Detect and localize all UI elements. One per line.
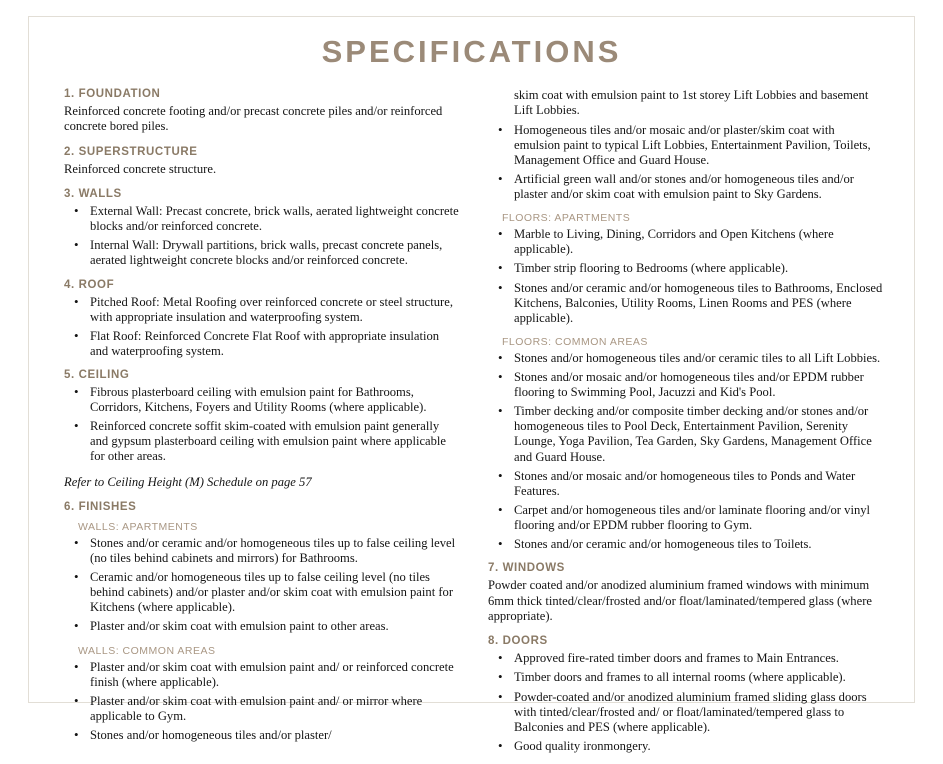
list-item: • Internal Wall: Drywall partitions, brick walls, precast concrete panels, aerated lightweight concrete blocks and/or reinforced concrete. bbox=[64, 238, 460, 268]
section-doors bbox=[488, 635, 884, 754]
list-item: • Pitched Roof: Metal Roofing over reinforced concrete or steel structure, with appropriate insulation and waterproofing system. bbox=[64, 295, 460, 325]
bullet-list bbox=[64, 385, 460, 465]
list-item: • Stones and/or mosaic and/or homogeneous tiles to Ponds and Water Features. bbox=[488, 469, 884, 499]
bullet-list bbox=[488, 651, 884, 754]
list-item: • Ceramic and/or homogeneous tiles up to false ceiling level (no tiles behind cabinets) and/or plaster and/or skim coat with emulsion paint for Kitchens (where applicable). bbox=[64, 570, 460, 615]
section-heading: 8. DOORS bbox=[488, 635, 548, 648]
section-finishes bbox=[64, 501, 460, 743]
list-item: • Stones and/or ceramic and/or homogeneous tiles up to false ceiling level (no tiles behind cabinets and mirrors) for Bathrooms. bbox=[64, 536, 460, 566]
section-heading: 6. FINISHES bbox=[64, 500, 137, 513]
subsection-heading-floors-apartments: FLOORS: APARTMENTS bbox=[502, 212, 631, 225]
bullet-list bbox=[488, 351, 884, 552]
continued-text: skim coat with emulsion paint to 1st storey Lift Lobbies and basement Lift Lobbies. bbox=[514, 88, 869, 118]
list-item: • Plaster and/or skim coat with emulsion paint and/ or mirror where applicable to Gym. bbox=[64, 694, 460, 724]
list-item: • Approved fire-rated timber doors and frames to Main Entrances. bbox=[488, 651, 884, 666]
ceiling-height-note: Refer to Ceiling Height (M) Schedule on page 57 bbox=[64, 474, 312, 489]
section-finishes-continued bbox=[488, 88, 884, 202]
bullet-list bbox=[488, 123, 884, 203]
list-item: • Plaster and/or skim coat with emulsion paint and/ or reinforced concrete finish (where applicable). bbox=[64, 660, 460, 690]
bullet-list bbox=[64, 295, 460, 359]
section-walls bbox=[64, 188, 460, 268]
section-paragraph: Powder coated and/or anodized aluminium framed windows with minimum 6mm thick tinted/clear/frosted and/or float/laminated/tempered glass (where appropriate). bbox=[488, 578, 872, 623]
subsection-floors-common-areas bbox=[488, 336, 884, 552]
bullet-list bbox=[64, 204, 460, 268]
list-item: • Stones and/or homogeneous tiles and/or plaster/ bbox=[64, 728, 460, 743]
section-heading: 3. WALLS bbox=[64, 188, 122, 201]
list-item: • Good quality ironmongery. bbox=[488, 739, 884, 754]
left-column bbox=[64, 88, 460, 764]
section-paragraph: Reinforced concrete footing and/or precast concrete piles and/or reinforced concrete bored piles. bbox=[64, 104, 443, 134]
list-item: • Timber doors and frames to all internal rooms (where applicable). bbox=[488, 670, 884, 685]
list-item: • Flat Roof: Reinforced Concrete Flat Roof with appropriate insulation and waterproofing system. bbox=[64, 329, 460, 359]
list-item: • Stones and/or mosaic and/or homogeneous tiles and/or EPDM rubber flooring to Swimming Pool, Jacuzzi and Kid's Pool. bbox=[488, 370, 884, 400]
section-heading: 1. FOUNDATION bbox=[64, 88, 161, 100]
page-title: SPECIFICATIONS bbox=[321, 34, 622, 69]
list-item: • Reinforced concrete soffit skim-coated with emulsion paint generally and gypsum plasterboard ceiling with emulsion paint where applicable for other areas. bbox=[64, 419, 460, 464]
list-item: • Stones and/or ceramic and/or homogeneous tiles to Toilets. bbox=[488, 537, 884, 552]
list-item: • Carpet and/or homogeneous tiles and/or laminate flooring and/or vinyl flooring and/or EPDM rubber flooring to Gym. bbox=[488, 503, 884, 533]
section-heading: 2. SUPERSTRUCTURE bbox=[64, 145, 198, 158]
list-item: • Powder-coated and/or anodized aluminium framed sliding glass doors with tinted/clear/frosted and/ or float/laminated/tempered glass to Balconies and PES (where applicable). bbox=[488, 690, 884, 735]
subsection-heading-walls-apartments: WALLS: APARTMENTS bbox=[78, 520, 198, 533]
list-item: • Marble to Living, Dining, Corridors and Open Kitchens (where applicable). bbox=[488, 227, 884, 257]
section-heading: 7. WINDOWS bbox=[488, 562, 565, 575]
section-heading: 5. CEILING bbox=[64, 368, 130, 381]
section-ceiling bbox=[64, 369, 460, 490]
section-windows bbox=[488, 562, 884, 624]
list-item: • Fibrous plasterboard ceiling with emulsion paint for Bathrooms, Corridors, Kitchens, Foyers and Utility Rooms (where applicable). bbox=[64, 385, 460, 415]
list-item: • Homogeneous tiles and/or mosaic and/or plaster/skim coat with emulsion paint to typical Lift Lobbies, Entertainment Pavilion, Toilets, Management Office and Guard House. bbox=[488, 123, 884, 168]
section-roof bbox=[64, 279, 460, 359]
section-heading: 4. ROOF bbox=[64, 278, 115, 291]
list-item: • Stones and/or ceramic and/or homogeneous tiles to Bathrooms, Enclosed Kitchens, Balconies, Utility Rooms, Linen Rooms and PES (where applicable). bbox=[488, 281, 884, 326]
section-paragraph: Reinforced concrete structure. bbox=[64, 161, 217, 176]
list-item: • External Wall: Precast concrete, brick walls, aerated lightweight concrete blocks and/or reinforced concrete. bbox=[64, 204, 460, 234]
section-superstructure bbox=[64, 146, 460, 177]
bullet-list bbox=[488, 227, 884, 326]
section-foundation bbox=[64, 88, 460, 135]
bullet-list bbox=[64, 660, 460, 744]
specifications-columns bbox=[64, 88, 884, 764]
list-item: • Stones and/or homogeneous tiles and/or ceramic tiles to all Lift Lobbies. bbox=[488, 351, 884, 366]
subsection-heading-walls-common-areas: WALLS: COMMON AREAS bbox=[78, 644, 216, 657]
list-item: • Timber strip flooring to Bedrooms (where applicable). bbox=[488, 261, 884, 276]
bullet-list bbox=[64, 536, 460, 635]
list-item: • Plaster and/or skim coat with emulsion paint to other areas. bbox=[64, 619, 460, 634]
right-column bbox=[488, 88, 884, 764]
subsection-heading-floors-common-areas: FLOORS: COMMON AREAS bbox=[502, 335, 648, 348]
list-item: • Artificial green wall and/or stones and/or homogeneous tiles and/or plaster and/or skim coat with emulsion paint to Sky Gardens. bbox=[488, 172, 884, 202]
list-item: • Timber decking and/or composite timber decking and/or stones and/or homogeneous tiles to Pool Deck, Entertainment Pavilion, Serenity Lounge, Yoga Pavilion, Tea Garden, Sky Gardens, Management Office and Guard House. bbox=[488, 404, 884, 464]
subsection-floors-apartments bbox=[488, 212, 884, 326]
